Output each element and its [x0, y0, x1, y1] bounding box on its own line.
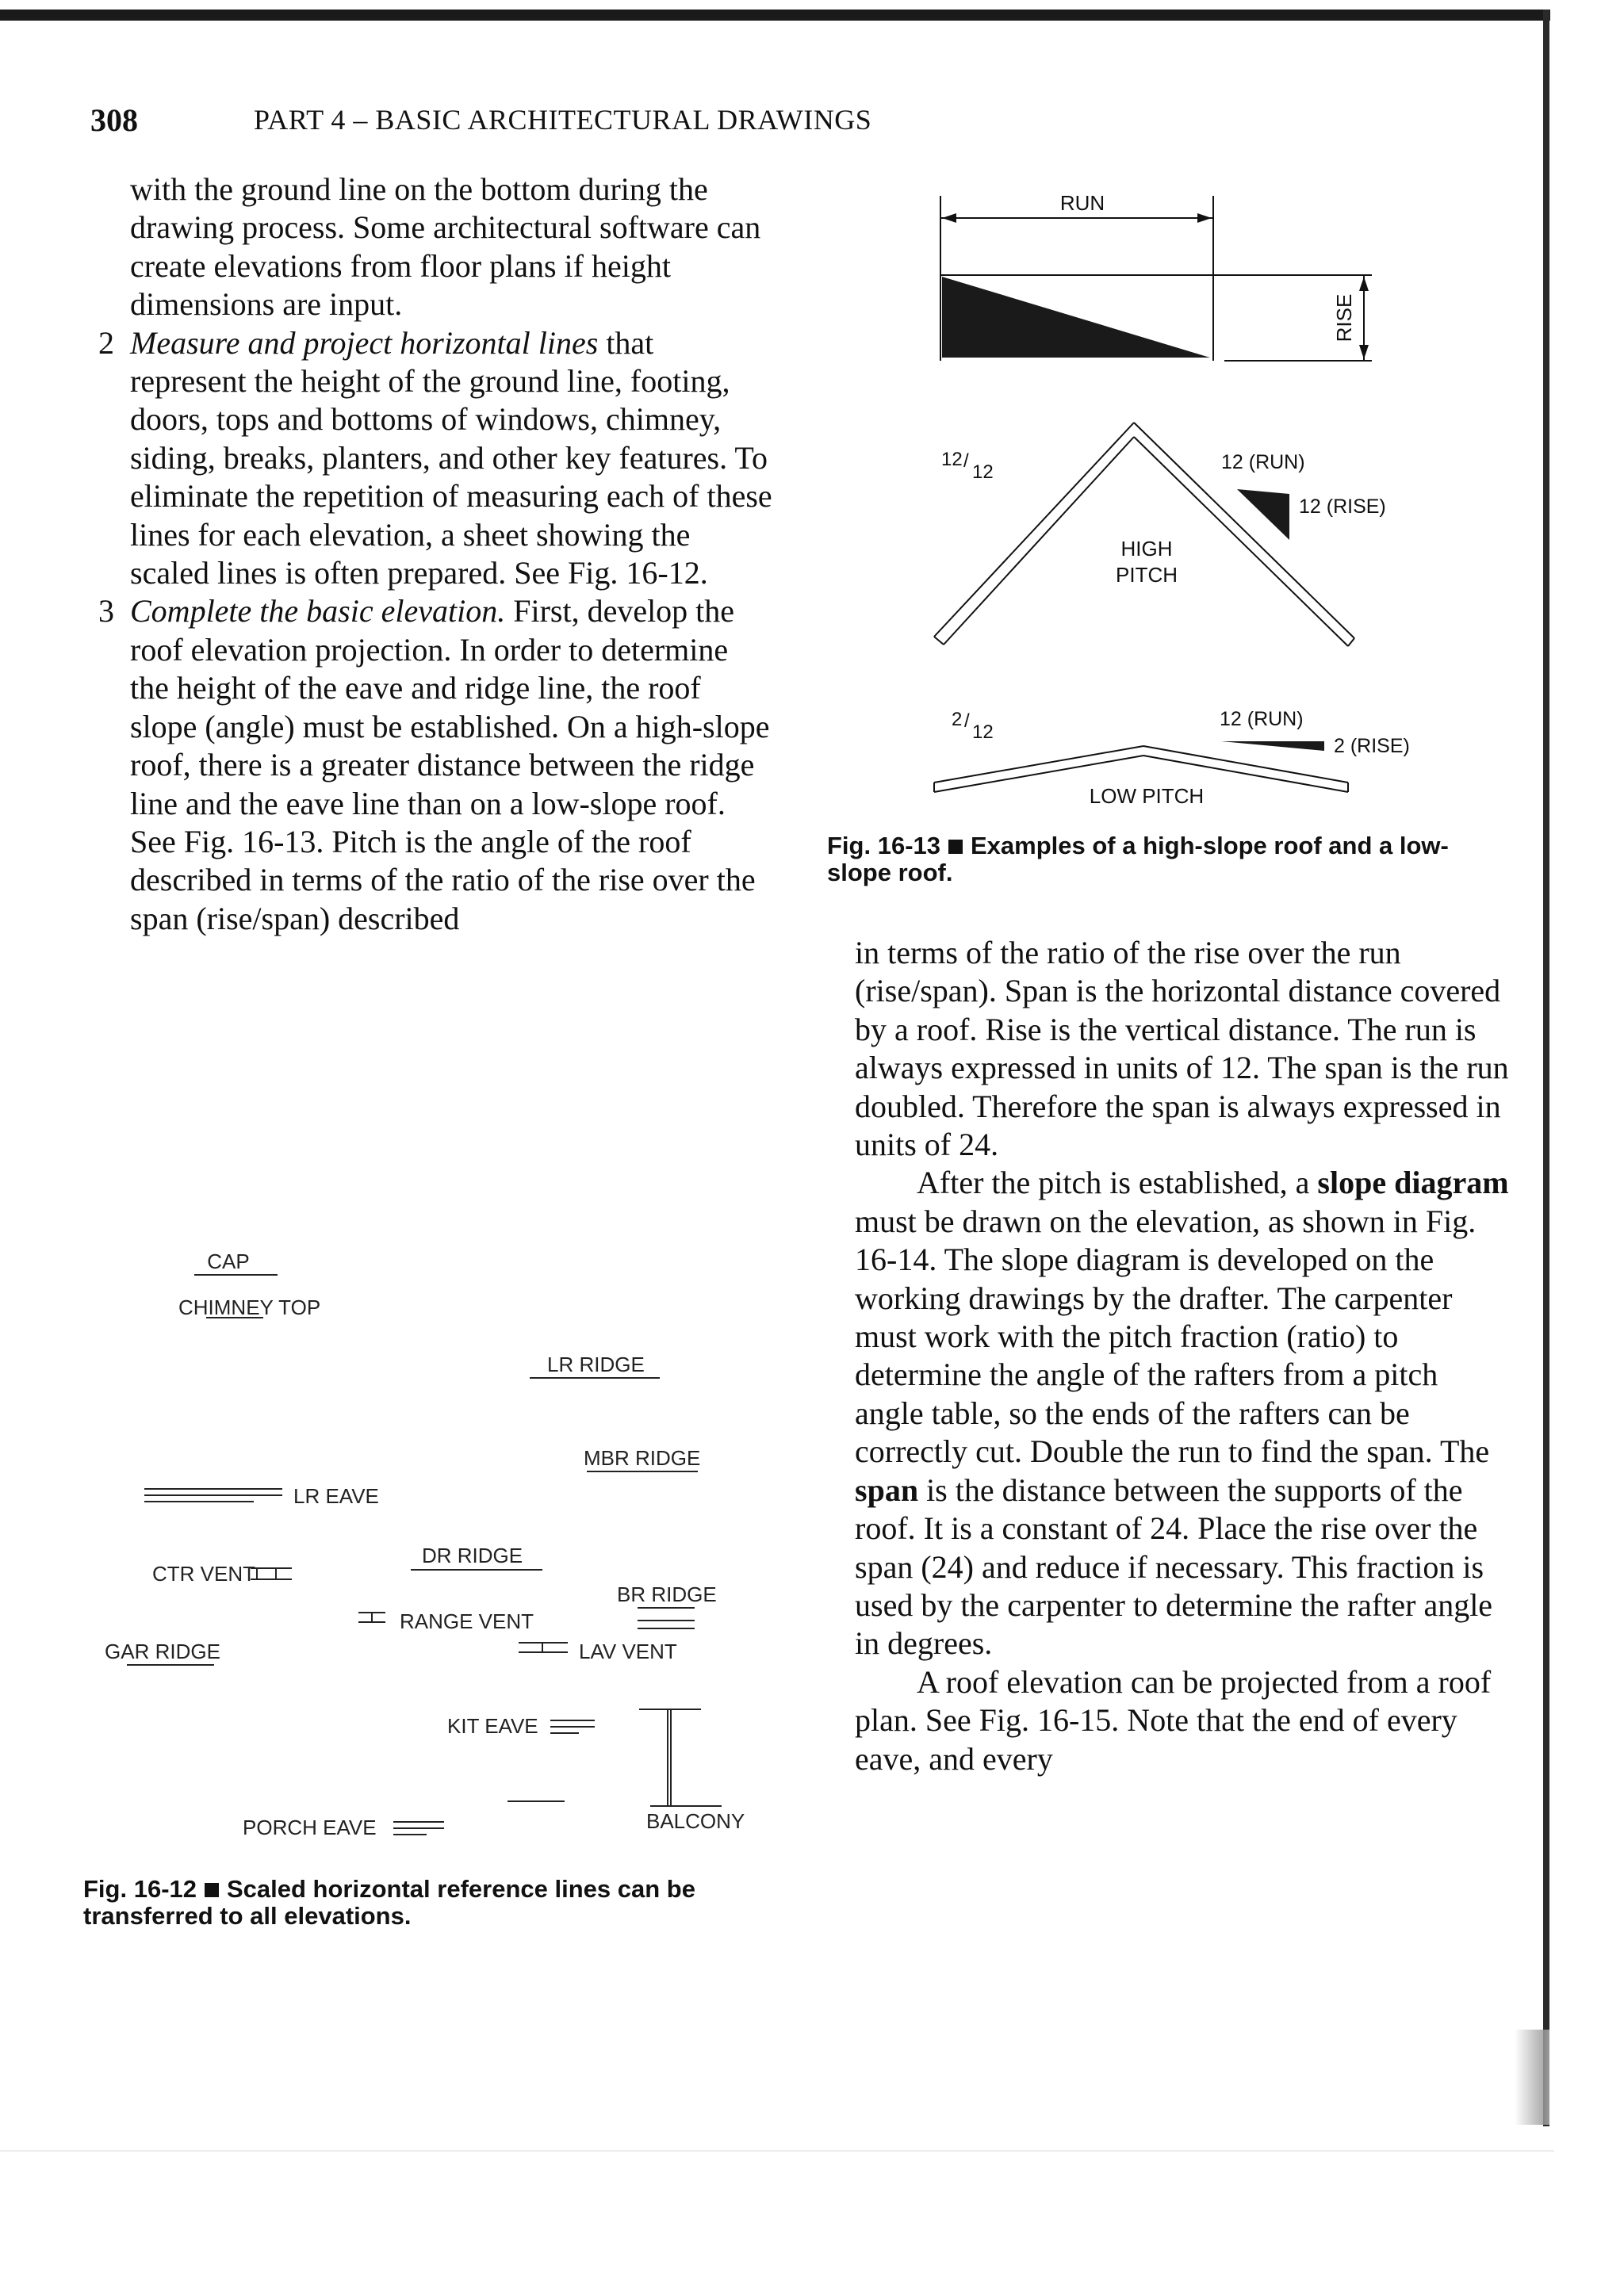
caption-square-icon: [948, 840, 963, 854]
rise-run-wedge: [942, 277, 1210, 358]
label-br-ridge: BR RIDGE: [617, 1582, 717, 1606]
run-arrow-left: [942, 213, 956, 223]
label-lr-ridge: LR RIDGE: [547, 1353, 645, 1376]
step-2-text: that represent the height of the ground line, footing, doors, tops and bottoms of windows, chimney, siding, breaks, planters, and other key features. To eliminate the repetition of measuring each of these lines for each elevation, a sheet showing the scaled lines is often prepared. See Fig. 16-12.: [130, 324, 772, 591]
low-run-label: 12 (RUN): [1220, 708, 1304, 730]
label-lav-vent: LAV VENT: [579, 1640, 677, 1663]
step-3-text: First, develop the roof elevation projection. In order to determine the height of the eave and ridge line, the roof slope (angle) must be established. On a high-slope roof, there is a greater distance between the ridge line and the eave line than on a low-slope roof. See Fig. 16-13. Pitch is the angle of the roof described in terms of the ratio of the rise over the span (rise/span) described: [130, 593, 770, 936]
reference-lines-diagram: [95, 1237, 777, 1863]
high-fraction-den: 12: [972, 461, 994, 483]
step-3: [90, 592, 772, 938]
intro-text: with the ground line on the bottom during the drawing process. Some architectural software can create elevations from floor plans if height dimensions are input.: [130, 171, 761, 323]
page-number: 308: [90, 102, 138, 138]
label-range-vent: RANGE VENT: [400, 1609, 534, 1633]
step-3-number: 3: [98, 593, 114, 629]
label-cap: CAP: [207, 1249, 250, 1273]
page-bottom-edge: [0, 2150, 1554, 2152]
label-porch-eave: PORCH EAVE: [243, 1816, 377, 1839]
para-slope-diagram: [855, 1164, 1513, 1663]
label-ctr-vent: CTR VENT: [152, 1562, 255, 1586]
step-2-title: Measure and project horizontal lines: [130, 324, 599, 361]
rise-label: RISE: [1332, 293, 1356, 342]
intro-paragraph: [90, 170, 772, 324]
part-title: PART 4 – BASIC ARCHITECTURAL DRAWINGS: [254, 104, 872, 136]
figure-16-13: [920, 186, 1427, 821]
caption-square-icon: [205, 1883, 219, 1897]
caption-number-16-13: Fig. 16-13: [827, 832, 940, 859]
para-roof-elevation: A roof elevation can be projected from a roof plan. See Fig. 16-15. Note that the end of every eave, and every: [855, 1663, 1492, 1777]
figure-16-12: [95, 1237, 777, 1863]
caption-text-16-12: Scaled horizontal reference lines can be transferred to all elevations.: [83, 1875, 695, 1930]
left-text-column: [90, 170, 772, 938]
step-3-title: Complete the basic elevation.: [130, 593, 506, 629]
para2-c: is the distance between the supports of the roof. It is a constant of 24. Place the rise over the span (24) and reduce if necessary. This fraction is used by the carpenter to determine the rafter angle in degrees.: [855, 1471, 1493, 1662]
high-fraction-slash: /: [963, 450, 969, 472]
label-kit-eave: KIT EAVE: [447, 1714, 538, 1738]
para2-a: After the pitch is established, a: [917, 1165, 1318, 1201]
caption-number-16-12: Fig. 16-12: [83, 1875, 197, 1903]
para-rise-run: in terms of the ratio of the rise over the run (rise/span). Span is the horizontal distance covered by a roof. Rise is the vertical distance. The run is always expressed in units of 12. The span is the run doubled. Therefore the span is always expressed in units of 24.: [855, 935, 1509, 1163]
low-pitch-slope-wedge: [1221, 741, 1324, 751]
step-2: [90, 324, 772, 593]
high-pitch-slope-wedge: [1237, 489, 1289, 540]
label-balcony: BALCONY: [646, 1809, 745, 1833]
label-chimney-top: CHIMNEY TOP: [178, 1295, 321, 1319]
right-text-column: [855, 934, 1513, 1778]
para2-b: must be drawn on the elevation, as shown in Fig. 16-14. The slope diagram is developed on the working drawings by the drafter. The carpenter must work with the pitch fraction (ratio) to determine the angle of the rafters from a pitch angle table, so the ends of the rafters can be correctly cut. Double the run to find the span. The: [855, 1203, 1490, 1470]
term-span: span: [855, 1471, 919, 1508]
high-run-label: 12 (RUN): [1221, 451, 1305, 473]
high-rise-label: 12 (RISE): [1299, 496, 1386, 518]
low-rise-label: 2 (RISE): [1334, 735, 1410, 757]
high-pitch-label-2: PITCH: [1116, 563, 1178, 587]
roof-pitch-diagram: [920, 186, 1427, 821]
figure-16-13-caption: [827, 832, 1493, 886]
label-gar-ridge: GAR RIDGE: [105, 1640, 220, 1663]
label-dr-ridge: DR RIDGE: [422, 1544, 523, 1567]
high-fraction-num: 12: [941, 449, 963, 470]
low-fraction-num: 2: [952, 709, 963, 730]
page-top-border: [0, 10, 1550, 21]
rise-arrow-top: [1359, 277, 1369, 291]
label-lr-eave: LR EAVE: [293, 1484, 379, 1508]
term-slope-diagram: slope diagram: [1317, 1165, 1509, 1201]
step-2-number: 2: [98, 324, 114, 361]
high-pitch-label-1: HIGH: [1120, 537, 1173, 561]
page-edge-shadow: [1515, 2030, 1549, 2125]
low-fraction-slash: /: [964, 710, 970, 732]
figure-16-12-caption: [83, 1876, 781, 1930]
caption-text-16-13: Examples of a high-slope roof and a low-slope roof.: [827, 832, 1449, 886]
low-fraction-den: 12: [972, 721, 994, 743]
run-arrow-right: [1197, 213, 1212, 223]
low-pitch-label: LOW PITCH: [1089, 784, 1205, 808]
rise-arrow-bottom: [1359, 345, 1369, 359]
label-mbr-ridge: MBR RIDGE: [584, 1446, 701, 1470]
page-right-border: [1543, 10, 1549, 2126]
run-label: RUN: [1059, 191, 1105, 215]
